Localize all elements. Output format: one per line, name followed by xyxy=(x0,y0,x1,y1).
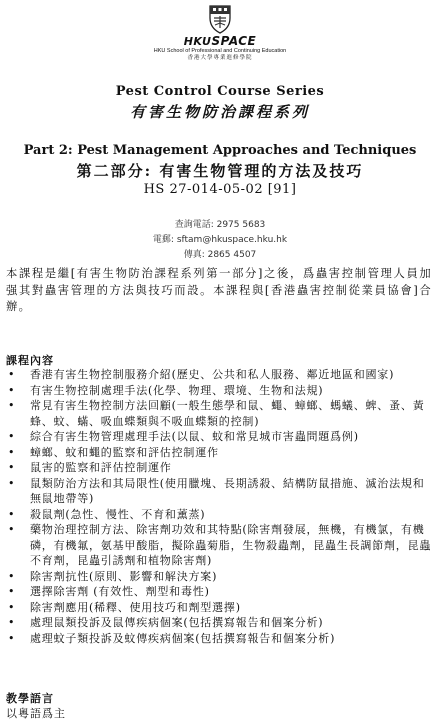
list-item: • 選擇除害劑 (有效性、劑型和毒性) xyxy=(8,585,210,598)
language-heading: 教學語言 xyxy=(6,692,54,705)
intro-paragraph: 本課程是繼[有害生物防治課程系列第一部分]之後，爲蟲害控制管理人員加强其對蟲害管理的方法與技巧而設。本課程與[香港蟲害控制從業員協會]合辦。 xyxy=(6,267,432,313)
list-item: • 殺鼠劑(急性、慢性、不育和薰蒸) xyxy=(8,507,206,521)
content-heading: 課程內容 xyxy=(6,354,54,367)
list-item: • 綜合有害生物管理處理手法(以鼠、蚊和常見城市害蟲問題爲例) xyxy=(8,430,359,443)
hku-space-logo xyxy=(0,4,440,62)
list-item: • 常見有害生物控制方法回顧(一般生態學和鼠、蠅、蟑螂、螞蟻、蜱、蚤、黃蜂、蚊、蟎、吸血蝶類與不吸血蝶類的控制) xyxy=(8,399,425,428)
list-item: • 鼠害的監察和評估控制運作 xyxy=(8,461,172,474)
list-item: • 藥物治理控制方法、除害劑功效和其特點(除害劑發展，無機，有機氯，有機磷，有機氟，氨基甲酸脂，擬除蟲菊脂，生物殺蟲劑，昆蟲生長調節劑，昆蟲不育劑，昆蟲引誘劑和植物除害劑) xyxy=(8,523,432,567)
contact-fax: 傳真: 2865 4507 xyxy=(183,250,257,260)
list-item: • 有害生物控制處理手法(化學、物理、環境、生物和法規) xyxy=(8,383,324,397)
contact-email: 電郵: sftam@hkuspace.hku.hk xyxy=(152,235,288,245)
series-title-zh: 有害生物防治課程系列 xyxy=(129,103,310,121)
school-name-en: HKU School of Professional and Continuing Education xyxy=(153,48,287,54)
part-title-en: Part 2: Pest Management Approaches and Techniques xyxy=(23,143,417,158)
school-name-zh: 香港大學專業進修學院 xyxy=(187,55,253,61)
list-item: • 處理鼠類投訴及鼠傳疾病個案(包括撰寫報告和個案分析) xyxy=(8,616,324,629)
language-value: 以粵語爲主 xyxy=(6,707,66,720)
list-item: • 除害劑應用(稀釋、使用技巧和劑型選擇) xyxy=(8,600,241,614)
list-item: • 處理蚊子類投訴及蚊傳疾病個案(包括撰寫報告和個案分析) xyxy=(8,631,336,645)
crest-icon xyxy=(208,4,232,34)
list-item: • 蟑螂、蚊和蠅的監察和評估控制運作 xyxy=(8,445,219,459)
series-title-en: Pest Control Course Series xyxy=(115,84,325,99)
contact-phone: 查詢電話: 2975 5683 xyxy=(174,220,266,230)
part-title-zh: 第二部分: 有害生物管理的方法及技巧 xyxy=(76,162,364,180)
list-item: • 鼠類防治方法和其局限性(使用臘塊、長期誘殺、結構防鼠措施、滅治法規和無鼠地帶等) xyxy=(8,476,425,505)
list-item: • 香港有害生物控制服務介紹(歷史、公共和私人服務、鄰近地區和國家) xyxy=(8,368,395,381)
content-list xyxy=(6,367,432,646)
brand-name: HKUSPACE xyxy=(183,34,257,48)
course-code: HS 27-014-05-02 [91] xyxy=(143,182,297,197)
list-item: • 除害劑抗性(原則、影響和解決方案) xyxy=(8,569,218,583)
